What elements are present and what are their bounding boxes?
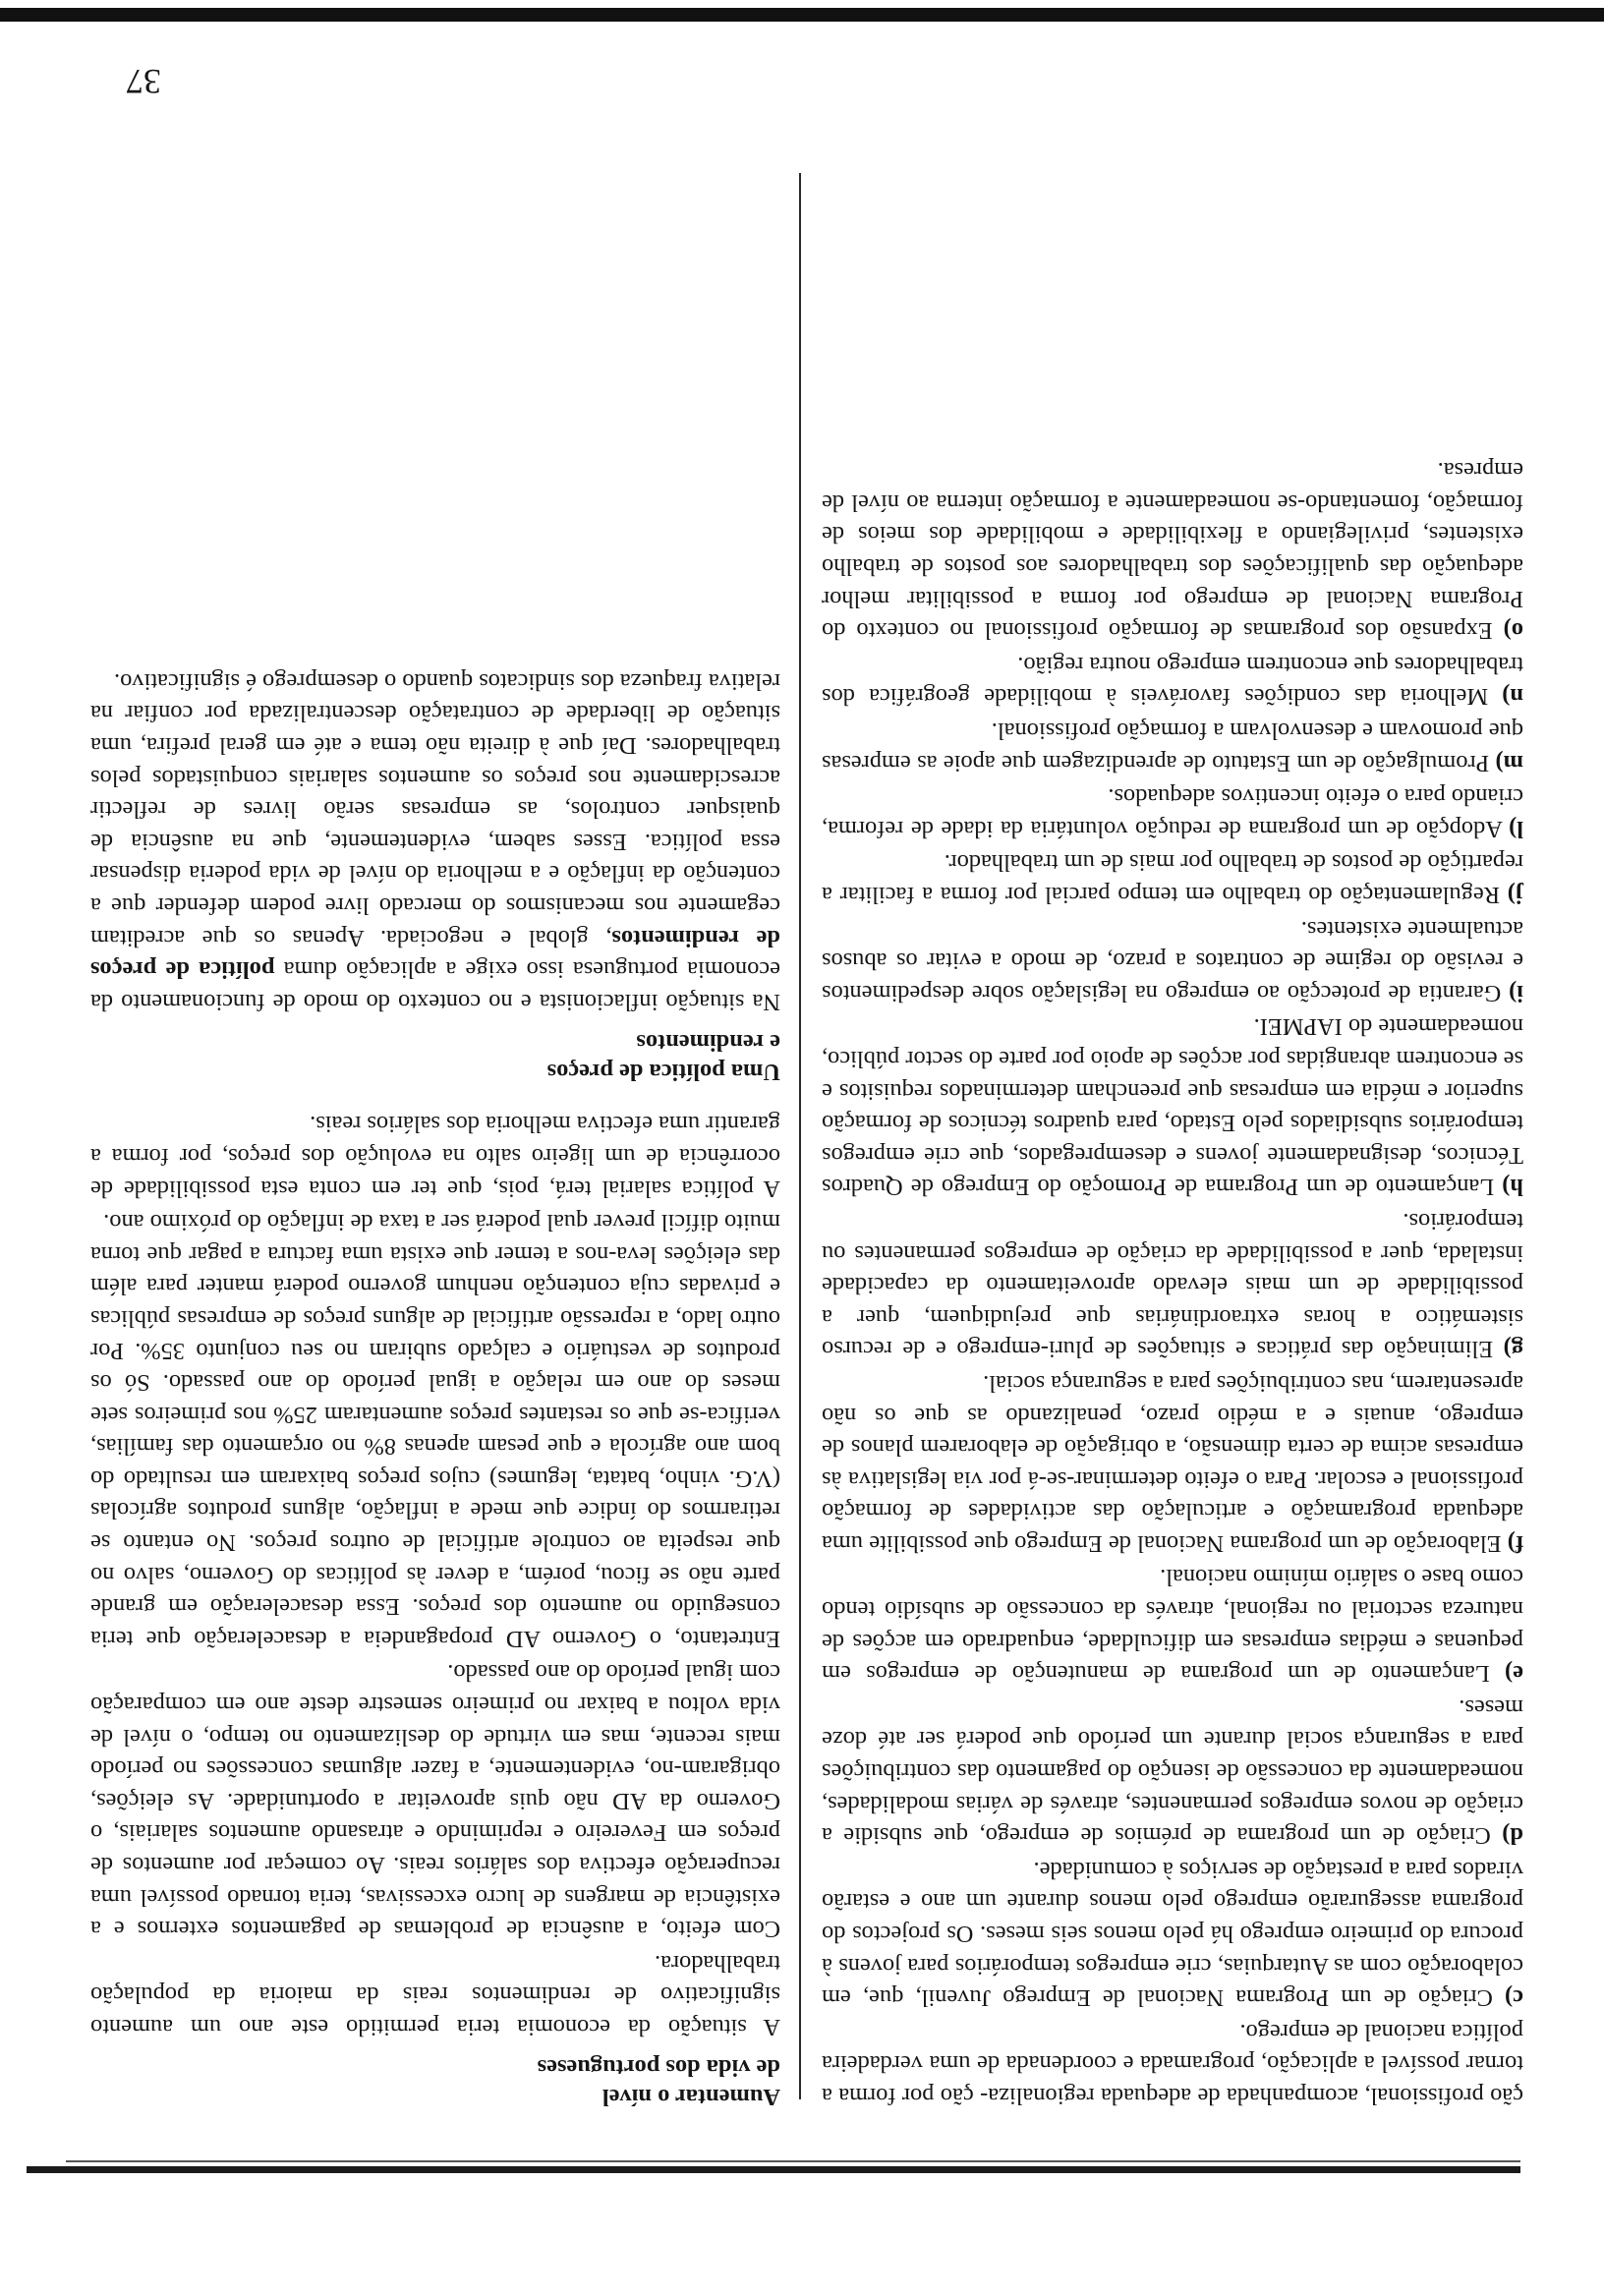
list-item-g — [822, 1204, 1523, 1364]
item-text: Elaboração de um programa Nacional de Emprego que possibilite uma adequada programação e articulação das actividades de formação profissional e escolar. Para o efeito determinar-se-á por via legislativa às empresas acima de certa dimensão, a obrigação de elaborarem planos de emprego, anuais e a médio prazo, penalizando as que os não apresentarem, nas contribuições para a segurança social. — [822, 1369, 1523, 1557]
item-text: Adopção de um programa de redução voluntária da idade de reforma, criando para o efeito incentivos adequados. — [822, 783, 1523, 842]
item-text: Promulgação de um Estatuto de aprendizagem que apoie as empresas que promovam e desenvolvam a formação profissional. — [822, 718, 1523, 776]
heading-line: de vida dos portugueses — [537, 2054, 780, 2081]
item-text: Criação de um Programa Nacional de Emprego Juvenil, que, em colaboração com as Autarquias, crie empregos temporários para jovens à procura do primeiro emprego há pelo menos seis meses. Os projectos do programa assegurarão emprego pelo menos durante um ano e estarão virados para a prestação de serviços à comunidade. — [822, 1856, 1523, 2012]
heading-line: Uma política de preços — [546, 1058, 780, 1085]
paragraph: Entretanto, o Governo AD propagandeia a desaceleração que teria conseguido no aumento dos preços. Essa desaceleração em grande parte não se ficou, porém, a dever às políticas do Governo, salvo no que respeita ao controle artificial de outros preços. No entanto se retirarmos do índice que mede a inflação, alguns produtos agrícolas (V.G. vinho, batata, legumes) cujos preços baixaram em resultado do bom ano agrícola e que pesam apenas 8% no orçamento das famílias, verifica-se que os restantes preços aumentaram 25% nos primeiros sete meses do ano em relação a igual período do ano passado. Só os produtos de vestuário e calçado subiram no seu conjunto 35%. Por outro lado, a repressão artificial de alguns preços de empresas públicas e privadas cuja contenção nenhum governo poderá manter para além das eleições leva-nos a temer que exista uma factura a pagar que torna muito difícil prever qual poderá ser a taxa de inflação do próximo ano. — [90, 1209, 780, 1652]
paragraph: A situação da economia teria permitido este ano um aumento significativo de rendimentos reais da maioria da população trabalhadora. — [90, 1949, 780, 2040]
list-item-i — [822, 912, 1523, 1008]
left-column — [822, 452, 1523, 2111]
item-text: Criação de um programa de prémios de emprego, que subsidie a criação de novos empregos permanentes, através de várias modalidades, nomeadamente da concessão de isenção do pagamento das contribuições para a segurança social durante um período que poderá ser até doze meses. — [822, 1693, 1523, 1850]
item-text: Lançamento de um Programa de Promoção do Emprego de Quadros Técnicos, designadamente jovens e desempregados, que crie empregos temporários subsidiados pelo Estado, para quadros técnicos de formação superior e média em empresas que preencham determinados requisitos e se encontrem abrangidas por acções de apoio por parte do sector público, nomeadamente do IAPMEI. — [822, 1013, 1523, 1201]
item-label: c) — [1505, 1984, 1523, 2012]
item-text: Eliminação das práticas e situações de pluri-emprego e de recurso sistemático a horas extraordinárias que prejudiquem, quer a possibilidade de um mais elevado aproveitamento da capacidade instalada, quer a possibilidade da criação de empregos permanentes ou temporários. — [822, 1207, 1523, 1363]
list-item-m — [822, 714, 1523, 777]
list-item-d — [822, 1691, 1523, 1851]
item-label: h) — [1502, 1174, 1523, 1201]
list-item-o — [822, 454, 1523, 647]
section-heading — [90, 1027, 780, 1086]
top-rule — [27, 2166, 1520, 2173]
heading-line: Aumentar o nível — [602, 2084, 780, 2110]
heading-line: e rendimentos — [636, 1028, 780, 1056]
text-run: Na situação inflacionista e no contexto do modo de funcionamento da economia portuguesa isso exige a aplicação duma — [90, 956, 780, 1015]
item-label: g) — [1503, 1336, 1523, 1363]
item-text: Regulamentação do trabalho em tempo parcial por forma a facilitar a repartição de postos de trabalho por mais de um trabalhador. — [822, 849, 1523, 909]
paragraph — [90, 664, 780, 1017]
paragraph: ção profissional, acompanhada de adequada regionaliza- ção por forma a tornar possível a aplicação, programada e coordenada de uma verdadeira política nacional de emprego. — [822, 2018, 1523, 2109]
list-item-j — [822, 846, 1523, 910]
item-label: i) — [1509, 979, 1523, 1006]
column-divider — [799, 173, 801, 2099]
bold-phrase: política de preços de rendimentos — [89, 924, 780, 984]
item-text: Lançamento de um programa de manutenção de empregos em pequenas e médias empresas em dificuldade, enquadrado em acções de natureza sectorial ou regional, através da concessão de subsídio tendo como base o salário mínimo nacional. — [822, 1564, 1523, 1688]
list-item-f — [822, 1366, 1523, 1559]
item-text: Melhoria das condições favoráveis à mobilidade geográfica dos trabalhadores que encontrem emprego noutra região. — [822, 651, 1523, 711]
item-text: Expansão dos programas de formação profissional no contexto do Programa Nacional de emprego por forma a possibilitar melhor adequação das qualificações dos trabalhadores aos postos de trabalho existentes, privilegiando a flexibilidade e mobilidade dos meios de formação, fomentando-se nomeadamente a formação interna ao nível de empresa. — [822, 457, 1523, 645]
paragraph: A política salarial terá, pois, que ter em conta esta possibilidade de ocorrência de um ligeiro salto na evolução dos preços, por forma a garantir uma efectiva melhoria dos salários reais. — [90, 1111, 780, 1202]
item-label: l) — [1509, 815, 1523, 842]
item-label: n) — [1502, 683, 1523, 711]
item-text: Garantia de protecção ao emprego na legislação sobre despedimentos e revisão do regime de contratos a prazo, de modo a evitar os abusos actualmente existentes. — [822, 915, 1523, 1006]
list-item-l — [822, 780, 1523, 844]
item-label: d) — [1502, 1822, 1523, 1850]
top-rule-thin — [66, 2160, 1520, 2162]
item-label: m) — [1495, 749, 1523, 776]
section-heading — [90, 2052, 780, 2111]
item-label: j) — [1507, 882, 1523, 909]
item-label: f) — [1507, 1529, 1523, 1557]
item-label: e) — [1505, 1660, 1523, 1688]
text-run: , global e negociada. Apenas os que acreditam cegamente nos mecanismos do mercado livre podem defender que a contenção da inflação e a melhoria do nível de vida poderia dispensar essa política. Esses sabem, evidentemente, que na ausência de quaisquer controlos, as empresas serão livres de reflectir acrescidamente nos preços os aumentos salariais conquistados pelos trabalhadores. Daí que à direita não tema e até em geral prefira, uma situação de liberdade de contratação descentralizada por confiar na relativa fraqueza dos sindicatos quando o desemprego é significativo. — [90, 667, 780, 951]
list-item-e — [822, 1561, 1523, 1689]
paragraph: Com efeito, a ausência de problemas de pagamentos externos e a existência de margens de lucro excessivas, teria tornado possível uma recuperação efectiva dos salários reais. Ao começar por aumentos de preços em Fevereiro e reprimindo e atrasando aumentos salariais, o Governo da AD não quis aproveitar a oportunidade. As eleições, obrigaram-no, evidentemente, a fazer algumas concessões no período mais recente, mas em virtude do deslizamento no tempo, o nível de vida voltou a baixar no primeiro semestre deste ano em comparação com igual período do ano passado. — [90, 1659, 780, 1943]
item-label: o) — [1503, 617, 1523, 645]
bottom-border — [0, 8, 1604, 22]
list-item-c — [822, 1853, 1523, 2013]
right-column — [90, 662, 780, 2111]
page-number: 37 — [126, 62, 161, 101]
list-item-n — [822, 648, 1523, 712]
list-item-h — [822, 1010, 1523, 1203]
